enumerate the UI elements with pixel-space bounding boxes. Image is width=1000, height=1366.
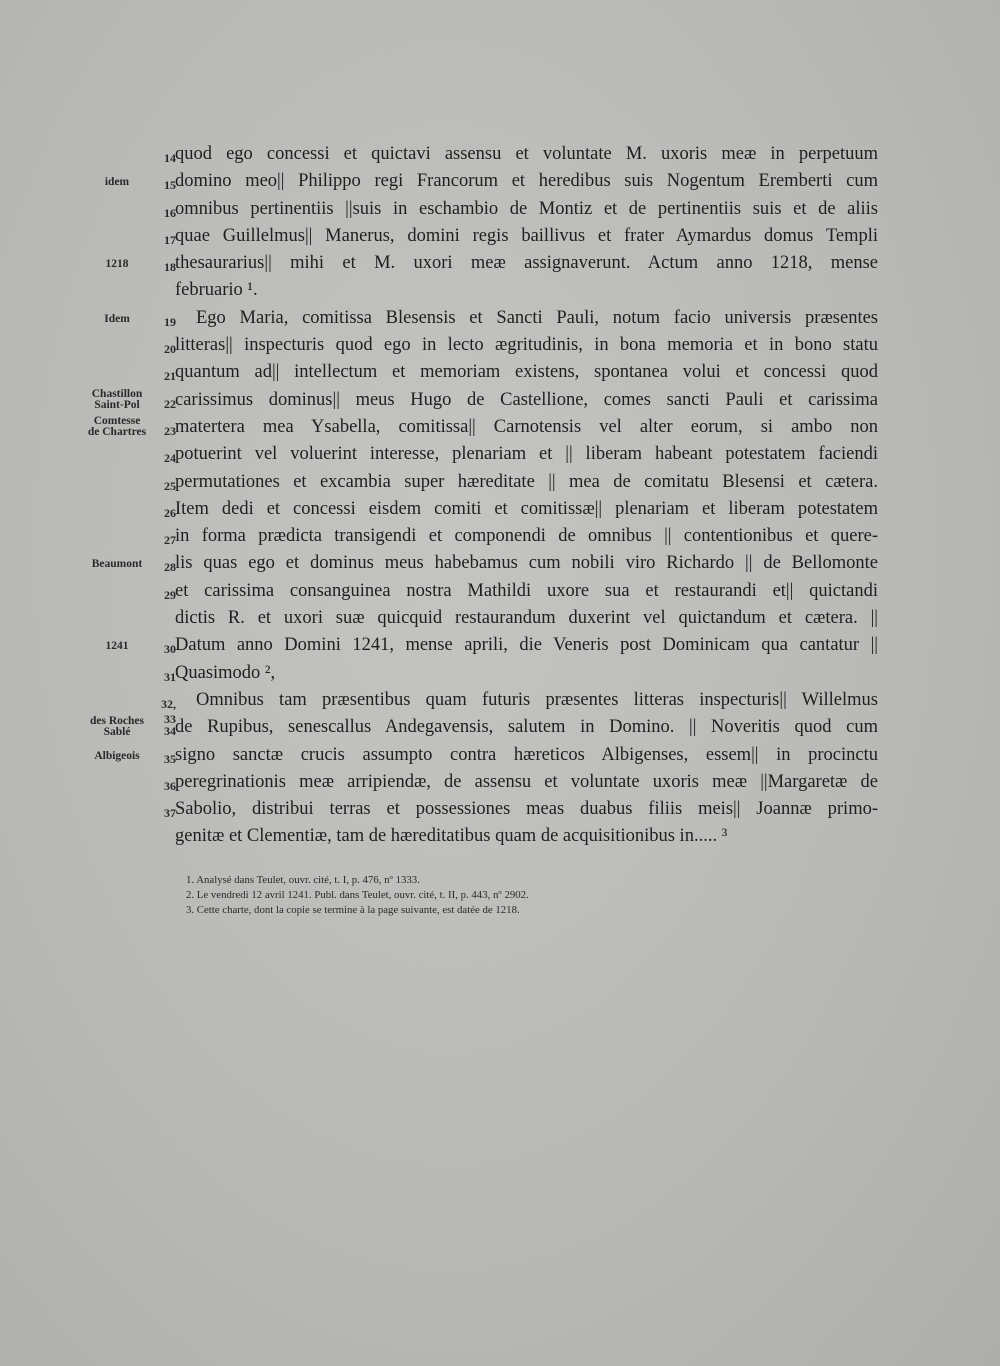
- text-line: [0, 359, 1000, 386]
- line-text: litteras|| inspecturis quod ego in lecto ægritudinis, in bona memoria et in bono statu: [175, 335, 878, 356]
- line-text: de Rupibus, senescallus Andegavensis, salutem in Domino. || Noveritis quod cum: [175, 717, 878, 738]
- margin-note: Idem: [104, 312, 130, 325]
- text-line: [0, 550, 1000, 577]
- line-number: 32, 33: [161, 696, 176, 726]
- line-text: potuerint vel voluerint interesse, plenariam et || liberam habeant potestatem faciendi: [175, 444, 878, 465]
- margin-note: Beaumont: [91, 558, 143, 571]
- line-text: Ego Maria, comitissa Blesensis et Sancti Pauli, notum facio universis præsentes: [196, 307, 878, 328]
- text-line: [0, 277, 1000, 304]
- line-number: 18: [164, 260, 176, 275]
- line-text: lis quas ego et dominus meus habebamus cum nobili viro Richardo || de Bellomonte: [175, 553, 878, 574]
- text-line: [0, 414, 1000, 441]
- text-line: [0, 605, 1000, 632]
- line-number: 31: [164, 669, 176, 684]
- line-text: matertera mea Ysabella, comitissa|| Carnotensis vel alter eorum, si ambo non: [175, 416, 878, 437]
- footnote: 2. Le vendredi 12 avril 1241. Publ. dans Teulet, ouvr. cité, t. II, p. 443, nº 2902.: [186, 889, 529, 901]
- text-line: [0, 223, 1000, 250]
- text-line: [0, 714, 1000, 741]
- line-number: 17: [164, 232, 176, 247]
- margin-note: 1241: [105, 640, 129, 653]
- line-number: 22: [164, 396, 176, 411]
- text-line: [0, 469, 1000, 496]
- margin-note: idem: [104, 176, 130, 189]
- line-number: 16: [164, 205, 176, 220]
- line-text: peregrinationis meæ arripiendæ, de assensu et voluntate uxoris meæ ||Margaretæ de: [175, 771, 878, 792]
- line-text: Omnibus tam præsentibus quam futuris præsentes litteras inspecturis|| Willelmus: [196, 689, 878, 710]
- line-number: 24: [164, 451, 176, 466]
- line-number: 28: [164, 560, 176, 575]
- line-number: 25: [164, 478, 176, 493]
- line-number: 19: [164, 314, 176, 329]
- line-number: 36: [164, 778, 176, 793]
- line-text: permutationes et excambia super hæreditate || mea de comitatu Blesensi et cætera.: [175, 471, 878, 492]
- text-line: [0, 141, 1000, 168]
- footnotes: [186, 873, 786, 918]
- line-text: quantum ad|| intellectum et memoriam existens, spontanea volui et concessi quod: [175, 362, 878, 383]
- line-text: genitæ et Clementiæ, tam de hæreditatibus quam de acquisitionibus in..... ³: [175, 826, 728, 847]
- text-line: [0, 250, 1000, 277]
- line-number: 20: [164, 342, 176, 357]
- charter-text: [0, 141, 1000, 851]
- line-number: 27: [164, 533, 176, 548]
- margin-note: Albigeois: [94, 749, 140, 762]
- line-text: in forma prædicta transigendi et componendi de omnibus || contentionibus et quere-: [175, 526, 878, 547]
- line-text: et carissima consanguinea nostra Mathildi uxore sua et restaurandi et|| quictandi: [175, 580, 878, 601]
- footnote: 3. Cette charte, dont la copie se termine à la page suivante, est datée de 1218.: [186, 904, 520, 916]
- line-number: 15: [164, 178, 176, 193]
- line-number: 34: [164, 724, 176, 739]
- line-text: thesaurarius|| mihi et M. uxori meæ assignaverunt. Actum anno 1218, mense: [175, 253, 878, 274]
- text-line: [0, 769, 1000, 796]
- line-number: 26: [164, 505, 176, 520]
- line-text: carissimus dominus|| meus Hugo de Castellione, comes sancti Pauli et carissima: [175, 389, 878, 410]
- text-line: [0, 660, 1000, 687]
- margin-note: des Roches Sablé: [90, 715, 144, 739]
- line-text: domino meo|| Philippo regi Francorum et heredibus suis Nogentum Eremberti cum: [175, 171, 878, 192]
- line-text: Item dedi et concessi eisdem comiti et comitissæ|| plenariam et liberam potestatem: [175, 498, 878, 519]
- line-number: 14: [164, 151, 176, 165]
- text-line: [0, 632, 1000, 659]
- line-text: februario ¹.: [175, 280, 258, 301]
- text-line: [0, 168, 1000, 195]
- line-number: 30: [164, 642, 176, 657]
- line-text: omnibus pertinentiis ||suis in eschambio de Montiz et de pertinentiis suis et de aliis: [175, 198, 878, 219]
- line-text: quod ego concessi et quictavi assensu et voluntate M. uxoris meæ in perpetuum: [175, 144, 878, 164]
- line-number: 37: [164, 806, 176, 821]
- text-line: [0, 687, 1000, 726]
- footnote: 1. Analysé dans Teulet, ouvr. cité, t. I, p. 476, nº 1333.: [186, 874, 420, 886]
- margin-note: 1218: [105, 258, 129, 271]
- line-text: Quasimodo ²,: [175, 662, 276, 683]
- margin-note: Comtesse de Chartres: [87, 414, 147, 438]
- margin-note: Chastillon Saint-Pol: [91, 387, 143, 411]
- text-line: [0, 578, 1000, 605]
- text-line: [0, 305, 1000, 332]
- line-number: 29: [164, 587, 176, 602]
- line-text: dictis R. et uxori suæ quicquid restaurandum duxerint vel quictandum et cætera. ||: [175, 608, 878, 629]
- text-line: [0, 332, 1000, 359]
- text-line: [0, 796, 1000, 823]
- line-number: 23: [164, 423, 176, 438]
- line-text: quae Guillelmus|| Manerus, domini regis baillivus et frater Aymardus domus Templi: [175, 225, 878, 246]
- line-number: 21: [164, 369, 176, 384]
- line-number: 35: [164, 751, 176, 766]
- text-line: [0, 196, 1000, 223]
- line-text: Datum anno Domini 1241, mense aprili, die Veneris post Dominicam qua cantatur ||: [175, 635, 878, 656]
- line-text: Sabolio, distribui terras et possessiones meas duabus filiis meis|| Joannæ primo-: [175, 799, 878, 820]
- text-line: [0, 441, 1000, 468]
- text-line: [0, 387, 1000, 414]
- line-text: signo sanctæ crucis assumpto contra hæreticos Albigenses, essem|| in procinctu: [175, 744, 878, 765]
- text-line: [0, 523, 1000, 550]
- text-line: [0, 742, 1000, 769]
- text-line: [0, 823, 1000, 850]
- text-line: [0, 496, 1000, 523]
